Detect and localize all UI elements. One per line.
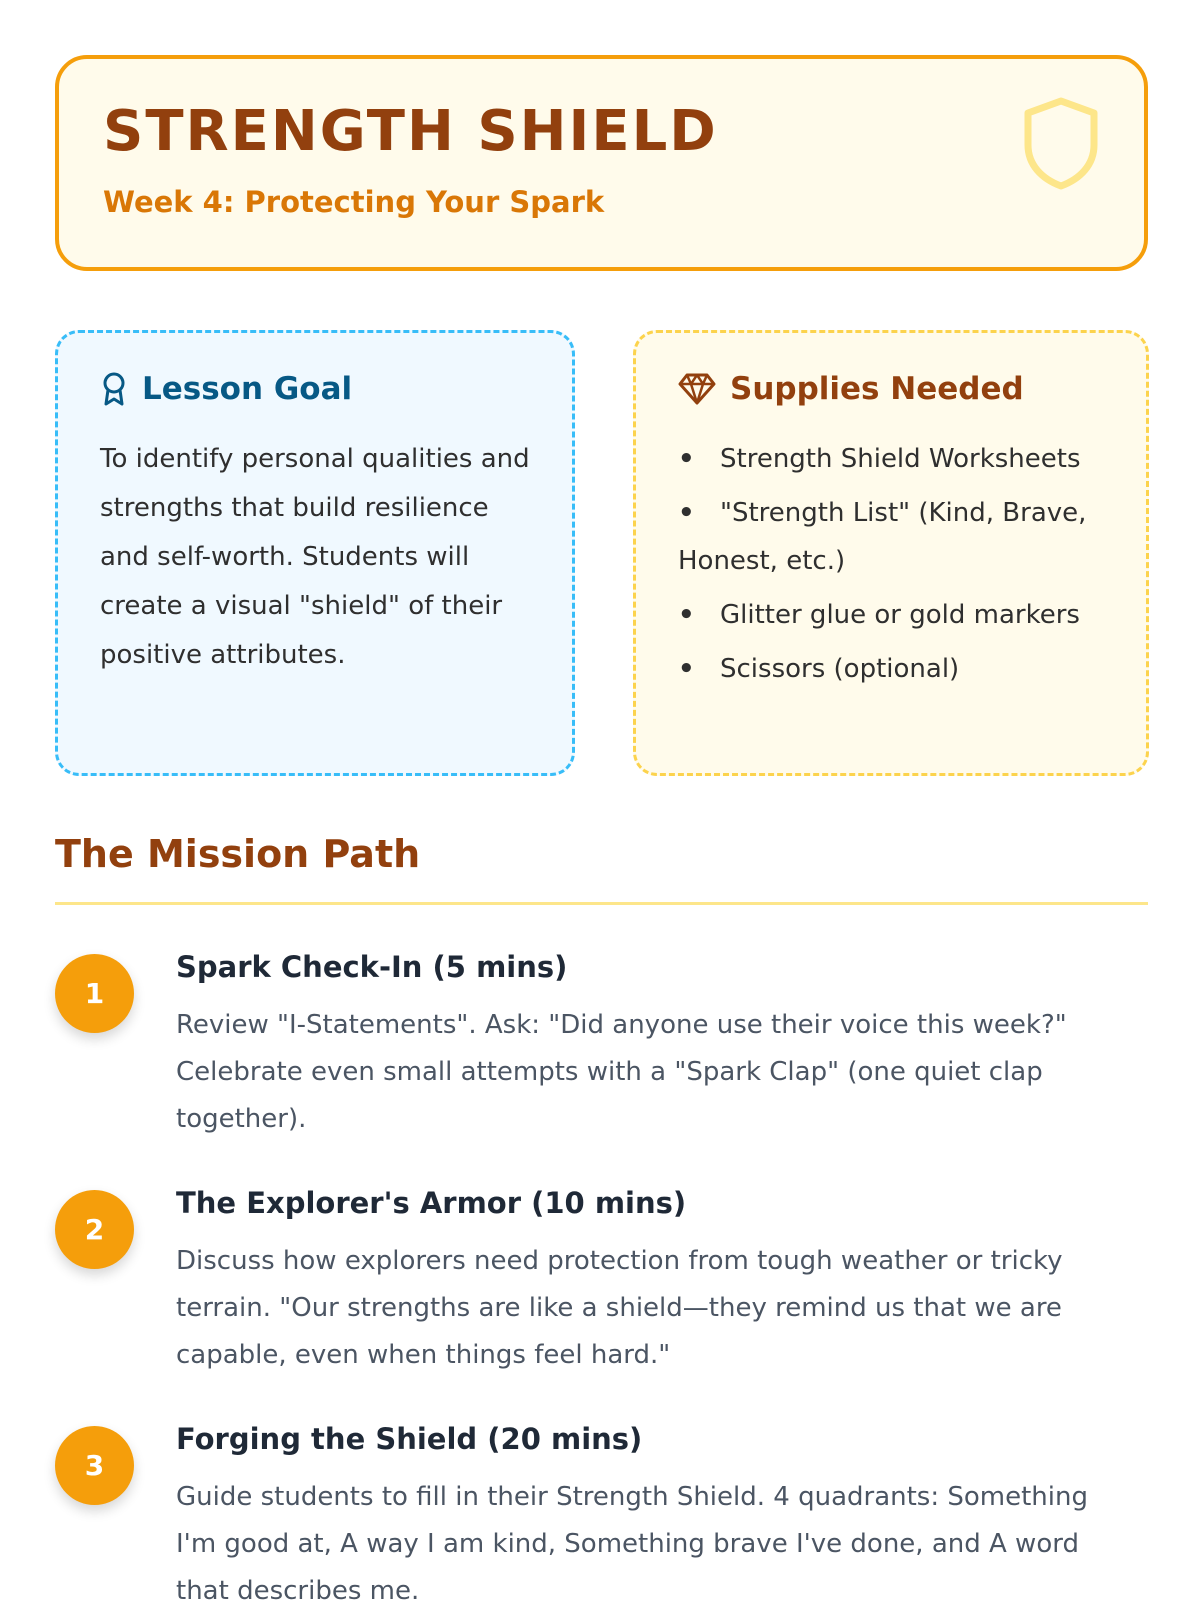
supplies-list [678,435,1118,699]
step-title: The Explorer's Armor (10 mins) [176,1186,687,1220]
step-description: Review "I-Statements". Ask: "Did anyone use their voice this week?" Celebrate even small attempts with a "Spark Clap" (one quiet clap together). [176,1010,1067,1134]
step-number-badge: 2 [55,1190,134,1269]
lesson-goal-text: To identify personal qualities and strengths that build resilience and self-worth. Students will create a visual "shield" of their positive attributes. [100,444,530,670]
section-title: The Mission Path [55,832,421,876]
award-ribbon-icon [100,371,128,407]
list-item: • Glitter glue or gold markers [678,600,1080,630]
list-item: • Strength Shield Worksheets [678,444,1081,474]
lesson-goal-card [55,330,575,776]
step-number-badge: 1 [55,954,134,1033]
shield-icon [1020,95,1102,191]
page-title: STRENGTH SHIELD [103,99,718,164]
page-subtitle: Week 4: Protecting Your Spark [103,185,605,219]
step-number-badge: 3 [55,1426,134,1505]
supplies-label: Supplies Needed [730,371,1024,407]
list-item: • "Strength List" (Kind, Brave, Honest, etc.) [678,498,1087,576]
list-item: • Scissors (optional) [678,654,960,684]
supplies-card [633,330,1149,776]
header-card [55,55,1148,271]
lesson-goal-label: Lesson Goal [142,371,353,407]
step-title: Spark Check-In (5 mins) [176,950,568,984]
step-description: Guide students to fill in their Strength Shield. 4 quadrants: Something I'm good at, A way I am kind, Something brave I've done, and A word that describes me. [176,1482,1088,1606]
supplies-heading [678,371,1024,407]
step-title: Forging the Shield (20 mins) [176,1422,643,1456]
step-description: Discuss how explorers need protection from tough weather or tricky terrain. "Our strengths are like a shield—they remind us that we are capable, even when things feel hard." [176,1246,1063,1370]
lesson-goal-heading [100,371,352,407]
gem-icon [678,372,716,406]
section-divider [55,902,1148,905]
